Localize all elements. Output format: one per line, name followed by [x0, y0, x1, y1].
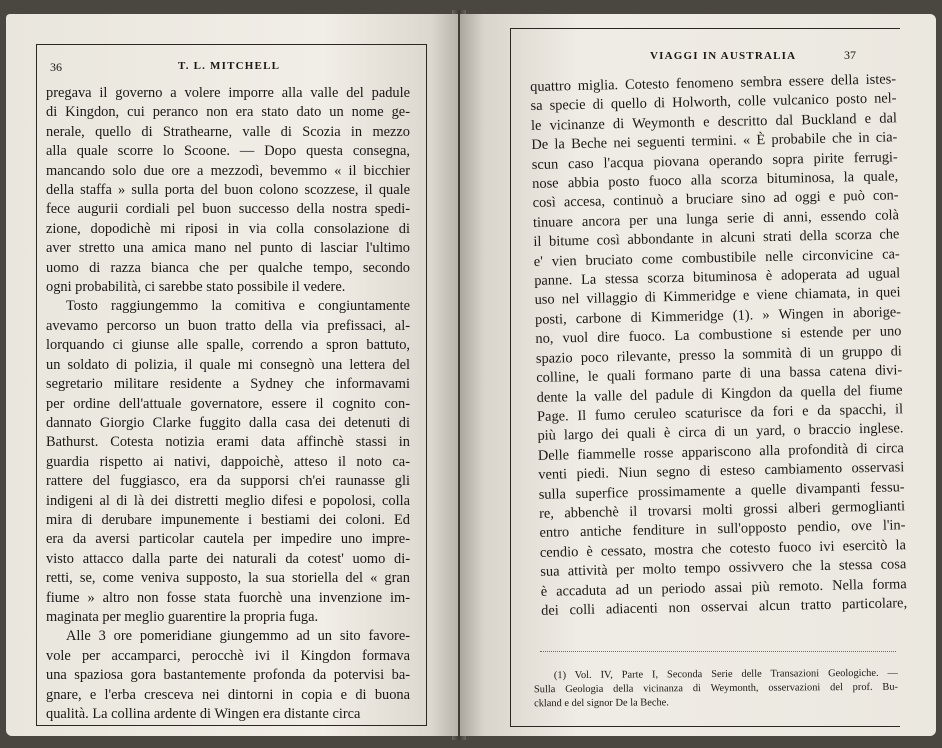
text-line: nose abbia posto fuoco alla scorza bituminosa, la quale,	[532, 168, 899, 193]
text-line: mancando solo due ore a mezzodì, bevemmo « il bicchier	[46, 162, 410, 179]
text-line: venti piedi. Niun segno di esteso cambiamento osservasi	[538, 459, 905, 484]
text-line: mira di derubare impunemente i bestiami dei coloni. Ed	[46, 511, 410, 528]
left-page	[6, 14, 458, 736]
text-line: retti, se, come veniva supposto, la sua storiella del « gran	[46, 570, 410, 587]
text-line: ogni probabilità, ci sarebbe stato possibile il vedere.	[46, 279, 346, 296]
text-line: guardia rispetto ai nativi, dappoichè, atteso il noto ca-	[46, 453, 410, 470]
text-line: tinuare ancora per una lunga serie di anni, essendo colà	[532, 207, 900, 231]
text-line: le vicinanze di Weymonth e descritto dal Buckland e dal	[530, 110, 898, 134]
left-page-number: 36	[50, 60, 62, 74]
text-line: gnare, e l'erba cresceva nei dintorni in copia e di buona	[46, 686, 410, 703]
text-line: De la Beche nei seguenti termini. « È probabile che in cia-	[531, 129, 898, 154]
text-line: sua attività per molto tempo ossivvero che la stessa cosa	[540, 556, 907, 581]
text-line: segretario militare residente a Sydney che informavami	[46, 376, 410, 393]
text-line: qualità. La collina ardente di Wingen era distante circa	[46, 706, 361, 722]
text-line: vole per accamparci, perocchè ivi il Kingdon formava	[46, 647, 410, 664]
text-line: quattro miglia. Cotesto fenomeno sembra essere della istes-	[530, 71, 897, 95]
footnote	[534, 667, 898, 712]
text-line: Page. Il fumo ceruleo scaturisce da fori e da spacchi, il	[536, 401, 904, 425]
left-body-text	[46, 84, 410, 724]
text-line: per ordine dell'attuale governatore, essere il cognito con-	[46, 395, 410, 412]
right-body-text	[530, 70, 907, 621]
text-line: sa specie di quello di Holworth, colle vulcanico posto nel-	[530, 90, 897, 115]
text-line: il bitume così abbondante in alcuni strati della scorza che	[533, 226, 900, 251]
text-line: aver stretto una amica mano nel punto di lasciar l'ultimo	[46, 240, 410, 257]
text-line: entro antiche fenditure in sull'opposto pendio, ove l'in-	[539, 517, 906, 542]
text-line: maginata per meglio guarentire la propria fuga.	[46, 608, 319, 625]
text-line: panne. La stessa scorza bituminosa è adoperata ad ugual	[534, 265, 901, 290]
text-line: pregava il governo a volere imporre alla valle del padule	[46, 85, 410, 101]
text-line: Tosto raggiungemmo la comitiva e congiuntamente	[66, 298, 410, 315]
text-line: colline, le quali formano parte di una bassa catena divi-	[536, 362, 903, 387]
footnote-rule	[540, 651, 896, 652]
right-page	[460, 14, 936, 736]
text-line: della staffa » sulla porta del buon colono scozzese, il quale	[46, 182, 410, 199]
text-line: era da aversi particolar cautela per impedire uno impre-	[46, 531, 410, 548]
text-line: e' vien bruciato come combustibile nelle circonvicine ca-	[533, 245, 900, 270]
text-line: spazio poco rilevante, presso la sommità di un gruppo di	[535, 342, 902, 367]
text-line: Delle fiammelle rosse appariscono alla profondità di circa	[537, 439, 904, 464]
text-line: no, vuol dire fuoco. La combustione si estende per uno	[535, 323, 902, 348]
right-page-number: 37	[844, 48, 856, 62]
left-running-head: T. L. MITCHELL	[178, 60, 281, 72]
text-line: re, abbenchè il trovarsi molti grossi alberi germoglianti	[538, 498, 906, 522]
text-line: Bathurst. Cotesta notizia erami data affinchè stassi in	[46, 434, 410, 451]
text-line: Sulla Geologia della vicinanza di Weymonth, osservazioni del prof. Bu-	[533, 681, 899, 696]
text-line: è accaduta ad un periodo assai più remoto. Nella forma	[540, 575, 907, 600]
text-line: zione, dopodichè mi riposi in via colla consolazione di	[46, 220, 410, 237]
text-line: fece augurii cordiali pel buon successo della nostra spedi-	[46, 201, 410, 218]
text-line: avevamo percorso un buon tratto della via prefissaci, al-	[46, 317, 410, 334]
text-line: Alle 3 ore pomeridiane giungemmo ad un sito favore-	[66, 628, 410, 645]
text-line: indigeni al di là dei distretti meglio difesi e popolosi, colla	[46, 492, 410, 509]
text-line: visto attacco dalla parte dei naturali da cotest' uomo di-	[46, 550, 410, 567]
text-line: (1) Vol. IV, Parte I, Seconda Serie delle Transazioni Geologiche. —	[553, 667, 898, 682]
text-line: ckland e del signor De la Beche.	[534, 697, 669, 710]
text-line: dannato Giorgio Clarke fuggito dalla casa dei detenuti di	[46, 414, 410, 431]
text-line: una spaziosa gora bastantemente profonda da potervisi ba-	[46, 667, 410, 684]
text-line: più largo dei quali è circa di un yard, o braccio inglese.	[537, 420, 904, 445]
text-line: dente la valle del padule di Kingdon da quella del fiume	[536, 381, 903, 406]
text-line: lorquando ci giunse alle spalle, correndo a spron battuto,	[46, 337, 410, 354]
text-line: dei colli adiacenti non osservai alcun tratto particolare,	[540, 595, 908, 619]
text-line: uomo di razza bianca che per qualche tempo, secondo	[46, 259, 410, 276]
text-line: sulla superfice prossimamente a quelle divampanti fessu-	[538, 478, 905, 503]
text-line: cendio è cessato, mostra che cotesto fuoco ivi esercitò la	[539, 536, 907, 561]
text-line: scun caso l'acqua piovana operando sopra pirite ferrugi-	[531, 148, 898, 173]
text-line: fiume » altro non fosse stata fuorchè una invenzione im-	[46, 589, 410, 606]
text-line: nerale, quello di Strathearne, valle di Scozia in mezzo	[46, 123, 410, 140]
text-line: posti, carbone di Kimmeridge (1). » Wingen in aborige-	[534, 304, 902, 328]
text-line: rattere del fuggiasco, era da supporsi ch'ei raunasse gli	[46, 473, 410, 490]
right-running-head: VIAGGI IN AUSTRALIA	[650, 50, 797, 62]
text-line: di Kingdon, cui peranco non era stato dato un nome ge-	[46, 104, 410, 121]
text-line: un soldato di polizia, il quale mi consegnò una lettera del	[46, 356, 410, 373]
text-line: così accesa, continuò a bruciare sino ad oggi e può con-	[532, 187, 899, 212]
text-line: alla quale scorre lo Scoone. — Dopo questa consegna,	[46, 143, 410, 160]
text-line: uso nel villaggio di Kimmeridge e viene chiamata, in quei	[534, 284, 901, 309]
